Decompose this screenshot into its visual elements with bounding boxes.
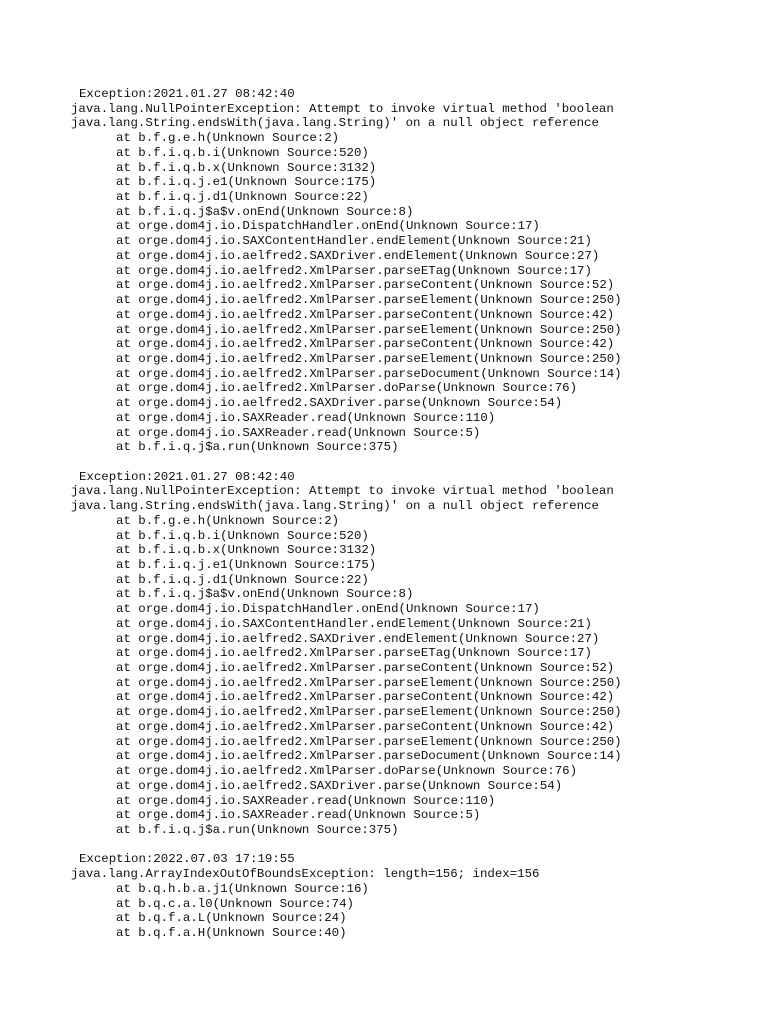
stack-frame-line: at b.f.i.q.j$a$v.onEnd(Unknown Source:8) xyxy=(116,587,414,602)
stack-frame-line: at b.q.c.a.l0(Unknown Source:74) xyxy=(116,896,354,911)
stack-frame-line: at orge.dom4j.io.SAXContentHandler.endElement(Unknown Source:21) xyxy=(116,616,592,631)
stack-frame-line: at orge.dom4j.io.DispatchHandler.onEnd(Unknown Source:17) xyxy=(116,602,540,617)
stack-frame-line: at b.f.i.q.j$a.run(Unknown Source:375) xyxy=(116,440,399,455)
stack-frame-line: at b.f.i.q.b.i(Unknown Source:520) xyxy=(116,145,369,160)
stack-frame-line: at orge.dom4j.io.DispatchHandler.onEnd(Unknown Source:17) xyxy=(116,219,540,234)
stack-frame-line: at b.f.i.q.b.i(Unknown Source:520) xyxy=(116,528,369,543)
exception-block xyxy=(71,852,622,940)
stack-frame-line: at orge.dom4j.io.aelfred2.SAXDriver.endElement(Unknown Source:27) xyxy=(116,248,600,263)
stack-frame-line: at orge.dom4j.io.SAXReader.read(Unknown Source:5) xyxy=(116,425,481,440)
stack-frame-line: at b.f.i.q.b.x(Unknown Source:3132) xyxy=(116,543,377,558)
stack-frame-line: at orge.dom4j.io.aelfred2.SAXDriver.endElement(Unknown Source:27) xyxy=(116,631,600,646)
stack-frame-line: at orge.dom4j.io.aelfred2.XmlParser.parseElement(Unknown Source:250) xyxy=(116,322,622,337)
exception-message-line: java.lang.String.endsWith(java.lang.String)' on a null object reference xyxy=(71,499,599,514)
stack-frame-line: at b.f.i.q.j.d1(Unknown Source:22) xyxy=(116,190,369,205)
exception-message-line: java.lang.NullPointerException: Attempt to invoke virtual method 'boolean xyxy=(71,101,614,116)
stack-frame-line: at b.q.f.a.H(Unknown Source:40) xyxy=(116,925,347,940)
stack-frame-line: at orge.dom4j.io.SAXContentHandler.endElement(Unknown Source:21) xyxy=(116,234,592,249)
stack-frame-line: at b.f.i.q.j$a$v.onEnd(Unknown Source:8) xyxy=(116,204,414,219)
stack-frame-line: at orge.dom4j.io.aelfred2.XmlParser.parseElement(Unknown Source:250) xyxy=(116,705,622,720)
stack-frame-line: at b.q.f.a.L(Unknown Source:24) xyxy=(116,911,347,926)
stack-frame-line: at orge.dom4j.io.aelfred2.XmlParser.parseContent(Unknown Source:42) xyxy=(116,690,615,705)
stack-frame-line: at orge.dom4j.io.aelfred2.XmlParser.parseContent(Unknown Source:42) xyxy=(116,307,615,322)
stack-frame-line: at orge.dom4j.io.aelfred2.XmlParser.doParse(Unknown Source:76) xyxy=(116,381,578,396)
stack-frame-line: at orge.dom4j.io.aelfred2.XmlParser.parseDocument(Unknown Source:14) xyxy=(116,366,622,381)
stack-frame-line: at orge.dom4j.io.aelfred2.XmlParser.parseContent(Unknown Source:42) xyxy=(116,719,615,734)
stack-frame-line: at orge.dom4j.io.SAXReader.read(Unknown Source:110) xyxy=(116,410,496,425)
exception-message-line: java.lang.ArrayIndexOutOfBoundsException: length=156; index=156 xyxy=(71,867,540,882)
exception-timestamp: Exception:2022.07.03 17:19:55 xyxy=(79,852,295,867)
stack-frame-line: at orge.dom4j.io.aelfred2.XmlParser.parseElement(Unknown Source:250) xyxy=(116,734,622,749)
stack-frame-line: at b.f.i.q.j.e1(Unknown Source:175) xyxy=(116,558,377,572)
stack-frame-line: at orge.dom4j.io.aelfred2.XmlParser.parseETag(Unknown Source:17) xyxy=(116,646,592,661)
exception-message-line: java.lang.NullPointerException: Attempt to invoke virtual method 'boolean xyxy=(71,484,614,499)
exception-log xyxy=(71,87,622,955)
exception-block xyxy=(71,87,622,455)
exception-block xyxy=(71,470,622,838)
exception-timestamp: Exception:2021.01.27 08:42:40 xyxy=(79,87,295,101)
stack-frame-line: at orge.dom4j.io.aelfred2.XmlParser.parseElement(Unknown Source:250) xyxy=(116,293,622,308)
exception-message-line: java.lang.String.endsWith(java.lang.String)' on a null object reference xyxy=(71,116,599,131)
stack-frame-line: at b.f.i.q.j.e1(Unknown Source:175) xyxy=(116,175,377,190)
stack-frame-line: at b.f.i.q.j$a.run(Unknown Source:375) xyxy=(116,822,399,837)
stack-frame-line: at b.f.i.q.b.x(Unknown Source:3132) xyxy=(116,160,377,175)
stack-frame-line: at orge.dom4j.io.aelfred2.XmlParser.parseElement(Unknown Source:250) xyxy=(116,351,622,366)
stack-frame-line: at orge.dom4j.io.aelfred2.XmlParser.parseContent(Unknown Source:42) xyxy=(116,337,615,352)
stack-frame-line: at orge.dom4j.io.aelfred2.XmlParser.doParse(Unknown Source:76) xyxy=(116,764,578,779)
stack-frame-line: at orge.dom4j.io.aelfred2.SAXDriver.parse(Unknown Source:54) xyxy=(116,396,563,411)
stack-frame-line: at b.f.g.e.h(Unknown Source:2) xyxy=(116,131,340,146)
stack-frame-line: at orge.dom4j.io.aelfred2.XmlParser.parseContent(Unknown Source:52) xyxy=(116,278,615,293)
exception-timestamp: Exception:2021.01.27 08:42:40 xyxy=(79,469,295,484)
stack-frame-line: at b.q.h.b.a.j1(Unknown Source:16) xyxy=(116,881,369,896)
stack-frame-line: at b.f.g.e.h(Unknown Source:2) xyxy=(116,513,340,528)
stack-frame-line: at orge.dom4j.io.SAXReader.read(Unknown Source:110) xyxy=(116,793,496,808)
stack-frame-line: at b.f.i.q.j.d1(Unknown Source:22) xyxy=(116,572,369,587)
stack-frame-line: at orge.dom4j.io.aelfred2.SAXDriver.parse(Unknown Source:54) xyxy=(116,778,563,793)
stack-frame-line: at orge.dom4j.io.aelfred2.XmlParser.parseElement(Unknown Source:250) xyxy=(116,675,622,690)
stack-frame-line: at orge.dom4j.io.SAXReader.read(Unknown Source:5) xyxy=(116,808,481,823)
stack-frame-line: at orge.dom4j.io.aelfred2.XmlParser.parseETag(Unknown Source:17) xyxy=(116,263,592,278)
stack-frame-line: at orge.dom4j.io.aelfred2.XmlParser.parseDocument(Unknown Source:14) xyxy=(116,749,622,764)
stack-frame-line: at orge.dom4j.io.aelfred2.XmlParser.parseContent(Unknown Source:52) xyxy=(116,661,615,676)
